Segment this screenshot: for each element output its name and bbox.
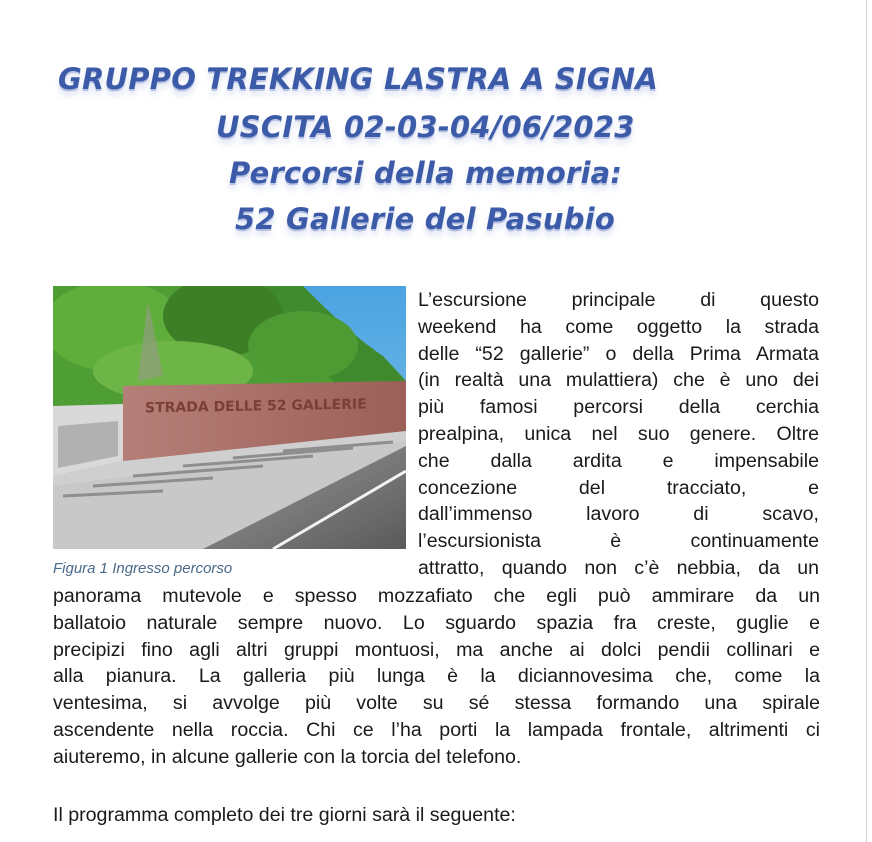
paragraph-line: delle “52 gallerie” o della Prima Armata bbox=[418, 342, 819, 365]
paragraph-line: ascendente nella roccia. Chi ce l’ha porti la lampada frontale, altrimenti ci bbox=[53, 718, 820, 741]
paragraph-line: weekend ha come oggetto la strada bbox=[418, 315, 819, 338]
paragraph-line: aiuteremo, in alcune gallerie con la torcia del telefono. bbox=[53, 745, 522, 768]
figure-caption: Figura 1 Ingresso percorso bbox=[53, 560, 233, 577]
entrance-photo bbox=[53, 286, 406, 549]
sign-text: STRADA DELLE 52 GALLERIE bbox=[145, 396, 367, 417]
paragraph-line: che dalla ardita e impensabile bbox=[418, 449, 819, 472]
paragraph-line: alla pianura. La galleria più lunga è la diciannovesima che, come la bbox=[53, 665, 820, 688]
paragraph-line: l’escursionista è continuamente bbox=[418, 530, 819, 553]
paragraph-line: (in realtà una mulattiera) che è uno dei bbox=[418, 369, 819, 392]
paragraph-line: prealpina, unica nel suo genere. Oltre bbox=[418, 422, 819, 445]
paragraph-line: L’escursione principale di questo bbox=[418, 289, 819, 311]
paragraph-line: concezione del tracciato, e bbox=[418, 476, 819, 499]
paragraph-line: ballatoio naturale sempre nuovo. Lo sguardo spazia fra creste, guglie e bbox=[53, 611, 820, 634]
program-intro: Il programma completo dei tre giorni sarà il seguente: bbox=[53, 804, 516, 826]
paragraph-line: attratto, quando non c’è nebbia, da un bbox=[418, 556, 819, 579]
paragraph-line: dall’immenso lavoro di scavo, bbox=[418, 503, 819, 526]
paragraph-right-column bbox=[418, 287, 819, 582]
title-line-3: Percorsi della memoria: bbox=[229, 156, 623, 190]
title-line-4: 52 Gallerie del Pasubio bbox=[235, 202, 615, 236]
paragraph-line: precipizi fino agli altri gruppi montuosi, ma anche ai dolci pendii collinari e bbox=[53, 638, 820, 661]
paragraph-line: più famosi percorsi della cerchia bbox=[418, 396, 819, 419]
title-line-2: USCITA 02-03-04/06/2023 bbox=[216, 110, 635, 144]
paragraph-full-width bbox=[53, 583, 820, 771]
paragraph-line: panorama mutevole e spesso mozzafiato che egli può ammirare da un bbox=[53, 585, 820, 607]
title-line-1: GRUPPO TREKKING LASTRA A SIGNA bbox=[58, 62, 658, 96]
paragraph-line: ventesima, si avvolge più volte su sé stessa formando una spirale bbox=[53, 692, 820, 715]
